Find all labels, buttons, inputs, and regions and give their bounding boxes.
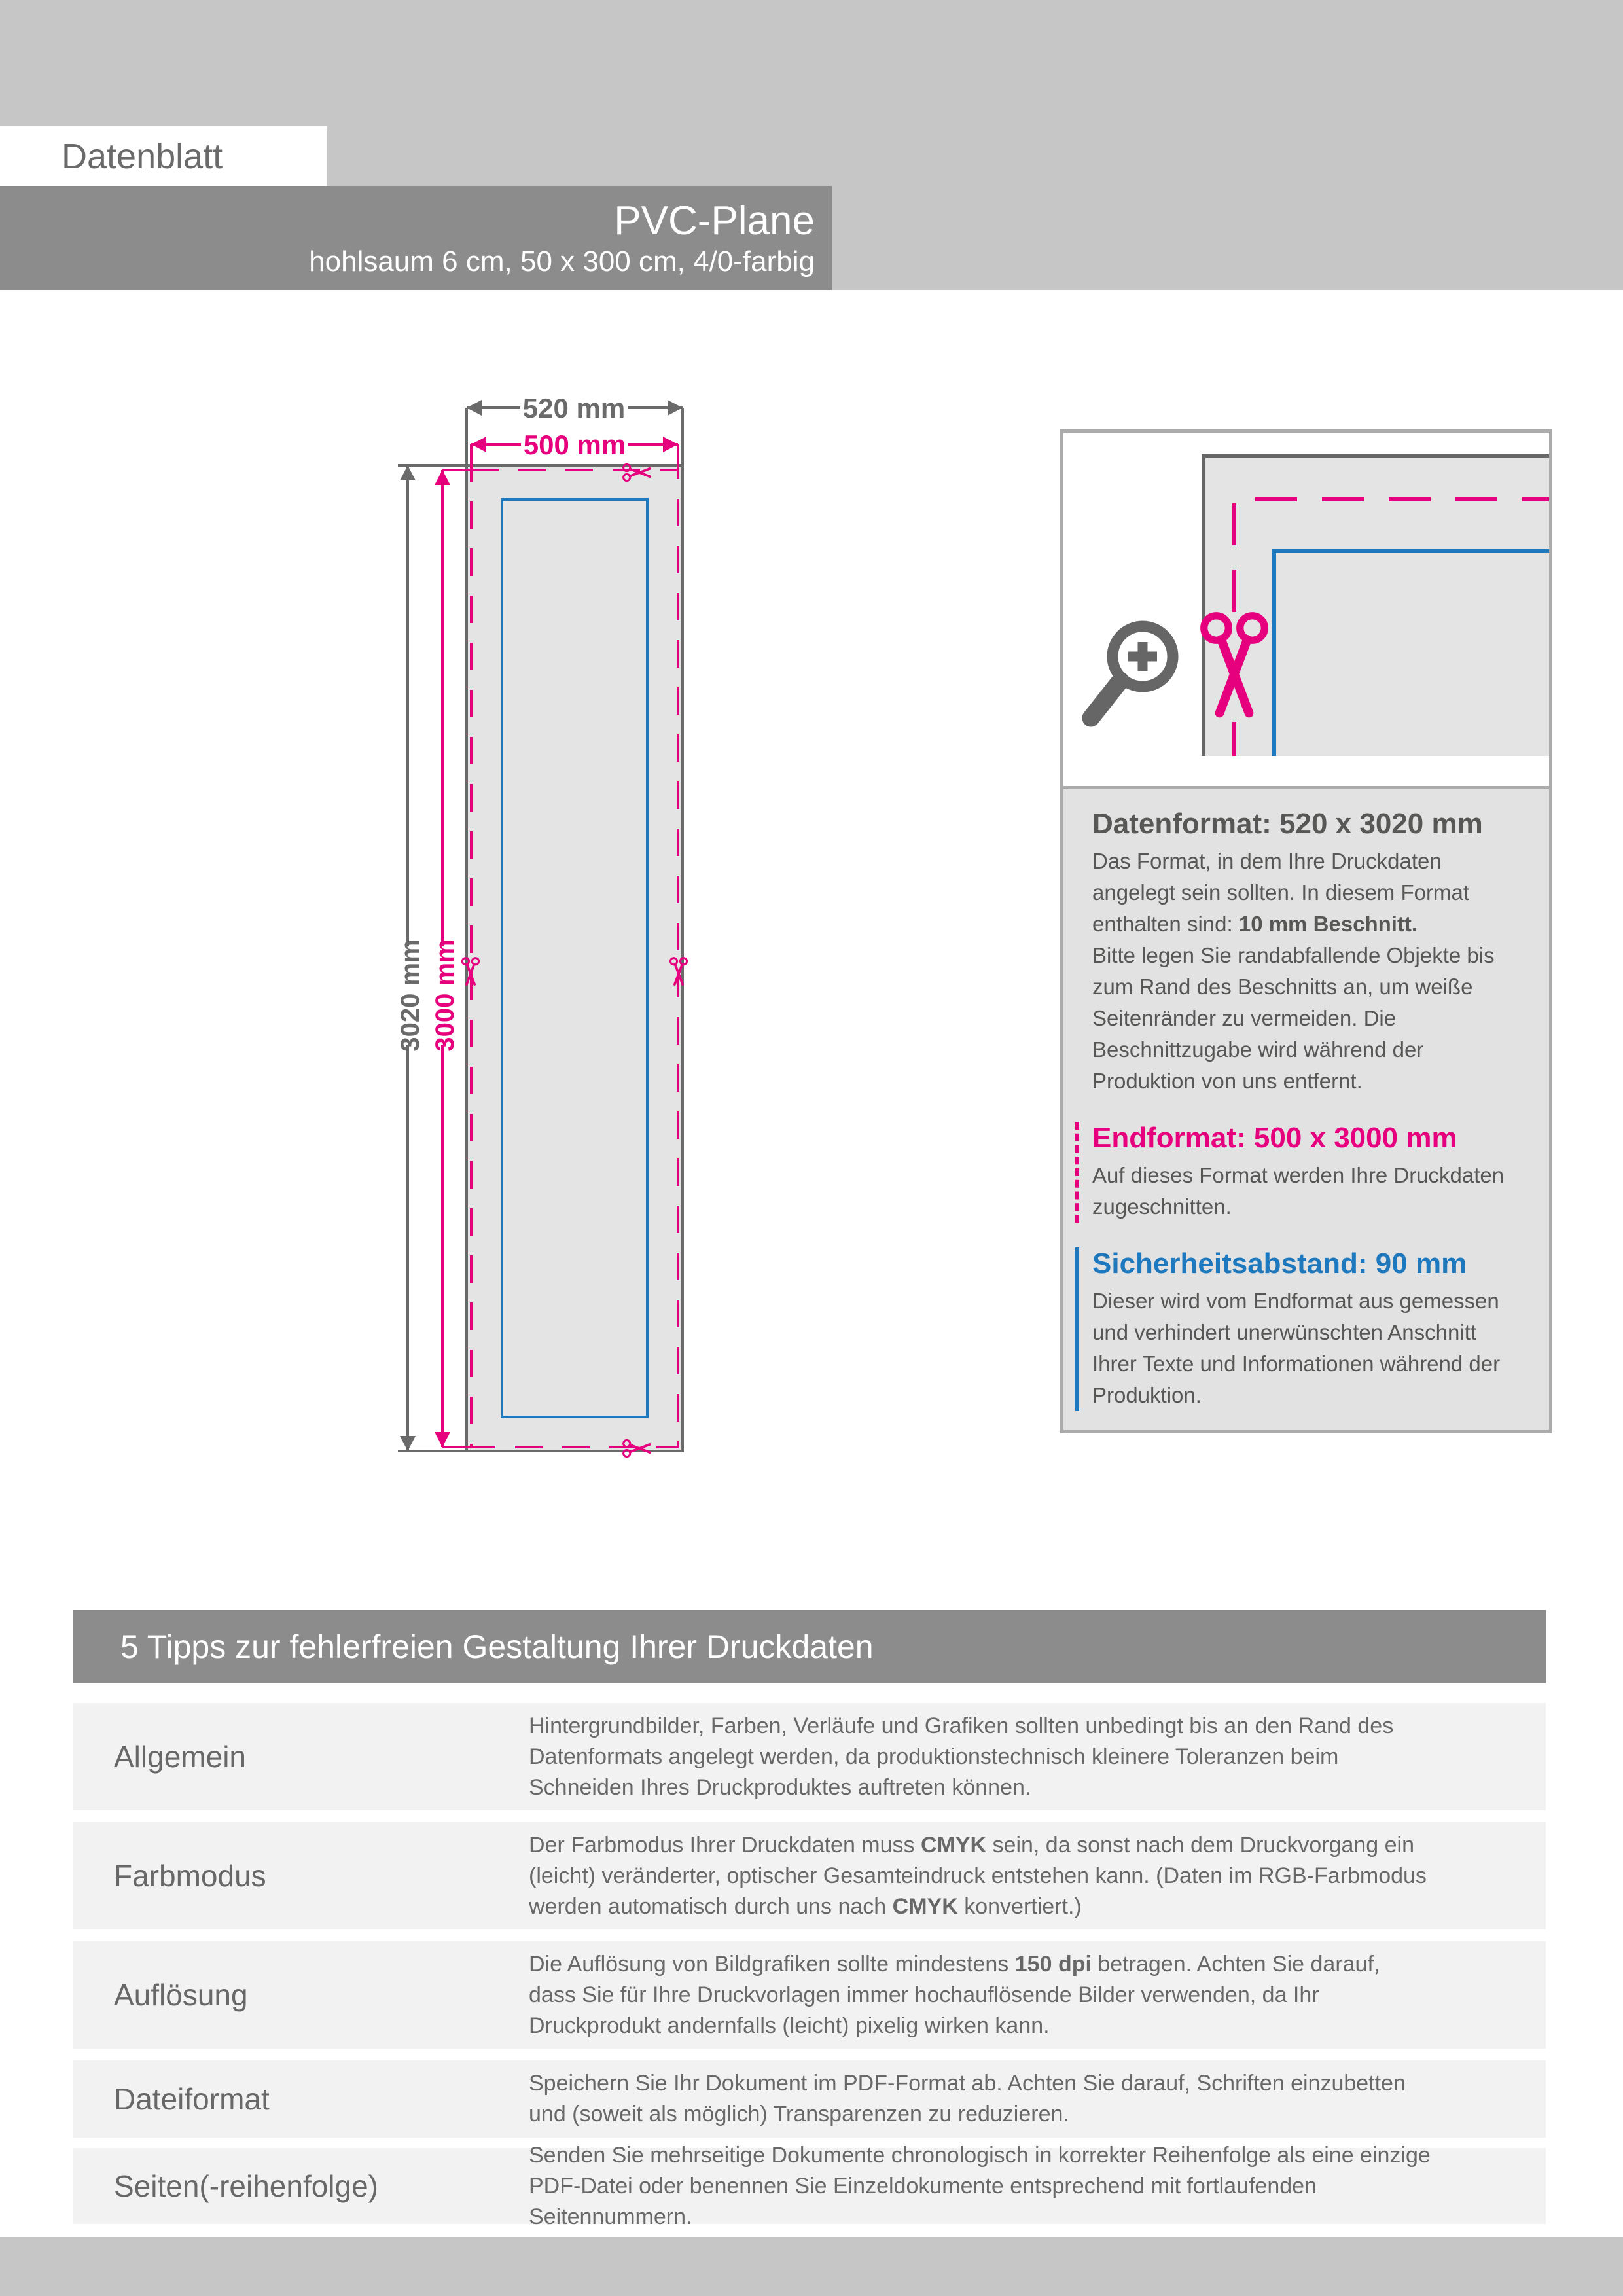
bleed-rect [467,465,683,1451]
dim-label-500: 500 mm [523,429,626,460]
tips-title: 5 Tipps zur fehlerfreien Gestaltung Ihrer Druckdaten [120,1628,874,1665]
sicherheitsabstand-block [1075,1247,1524,1411]
dim-label-520: 520 mm [522,393,626,423]
tip-text: Speichern Sie Ihr Dokument im PDF-Format ab. Achten Sie darauf, Schriften einzubetten und (soweit als möglich) Transparenzen zu reduzieren. [529,2071,1406,2126]
footer-band [0,2237,1623,2296]
tip-text: Senden Sie mehrseitige Dokumente chronologisch in korrekter Reihenfolge als eine einzige PDF-Datei oder benennen Sie Einzeldokumente entsprechend mit fortlaufenden Seitennummern. [529,2142,1431,2229]
endformat-block [1075,1122,1524,1223]
dim-width-inner [471,429,678,460]
datenformat-title: Datenformat: 520 x 3020 mm [1092,808,1483,840]
datenformat-note: Bitte legen Sie randabfallende Objekte bis zum Rand des Beschnitts an, um weiße Seitenränder zu vermeiden. Die Beschnittzugabe wird während der Produktion von uns entfernt. [1092,943,1495,1093]
tip-label: Farbmodus [114,1859,266,1893]
tip-row-seitenreihenfolge [73,2142,1546,2229]
endformat-title: Endformat: 500 x 3000 mm [1092,1122,1457,1154]
product-variant: hohlsaum 6 cm, 50 x 300 cm, 4/0-farbig [309,245,815,278]
tip-row-aufloesung [73,1941,1546,2049]
tip-text: Hintergrundbilder, Farben, Verläufe und Grafiken sollten unbedingt bis an den Rand des Datenformats angelegt werden, da produktionstechnisch kleinere Toleranzen beim Schneiden Ihres Druckproduktes auftreten können. [529,1713,1394,1800]
dim-width-outer [467,393,683,423]
dim-label-3000: 3000 mm [431,939,459,1052]
page-title: Datenblatt [62,136,223,176]
dim-height-outer [396,465,425,1451]
sicherheitsabstand-title: Sicherheitsabstand: 90 mm [1092,1247,1467,1280]
endformat-body: Auf dieses Format werden Ihre Druckdaten zugeschnitten. [1092,1163,1505,1219]
dim-label-3020: 3020 mm [396,939,425,1052]
zoom-icon [1091,626,1173,718]
format-diagram [353,367,733,1492]
dim-height-inner [431,470,459,1447]
tip-label: Dateiformat [114,2082,270,2116]
corner-detail-illustration [1063,433,1549,786]
datenblatt-box [0,126,327,186]
info-panel [1060,429,1552,1433]
product-band [0,186,832,290]
tip-row-allgemein [73,1703,1546,1810]
panel-text-area [1063,786,1549,1430]
tip-text: Die Auflösung von Bildgrafiken sollte mindestens 150 dpi betragen. Achten Sie darauf, dass Sie für Ihre Druckvorlagen immer hochauflösende Bilder verwenden, da Ihr Druckprodukt andernfalls (leicht) pixelig wirken kann. [529,1951,1380,2038]
tip-label: Allgemein [114,1740,246,1774]
datenformat-body: Das Format, in dem Ihre Druckdaten angelegt sein sollten. In diesem Format enthalten sind: 10 mm Beschnitt. [1092,849,1469,936]
tip-label: Seiten(-reihenfolge) [114,2169,379,2203]
sicherheitsabstand-body: Dieser wird vom Endformat aus gemessen und verhindert unerwünschten Anschnitt Ihrer Texte und Informationen während der Produktion. [1092,1289,1501,1407]
tip-text: Der Farbmodus Ihrer Druckdaten muss CMYK sein, da sonst nach dem Druckvorgang ein (leicht) veränderter, optischer Gesamteindruck entstehen kann. (Daten im RGB-Farbmodus werden automatisch durch uns nach CMYK konvertiert.) [529,1832,1427,1919]
tip-row-dateiformat [73,2060,1546,2138]
tip-label: Auflösung [114,1978,248,2012]
tip-row-farbmodus [73,1822,1546,1929]
product-title: PVC-Plane [614,198,815,243]
tips-section-header [73,1610,1546,1683]
